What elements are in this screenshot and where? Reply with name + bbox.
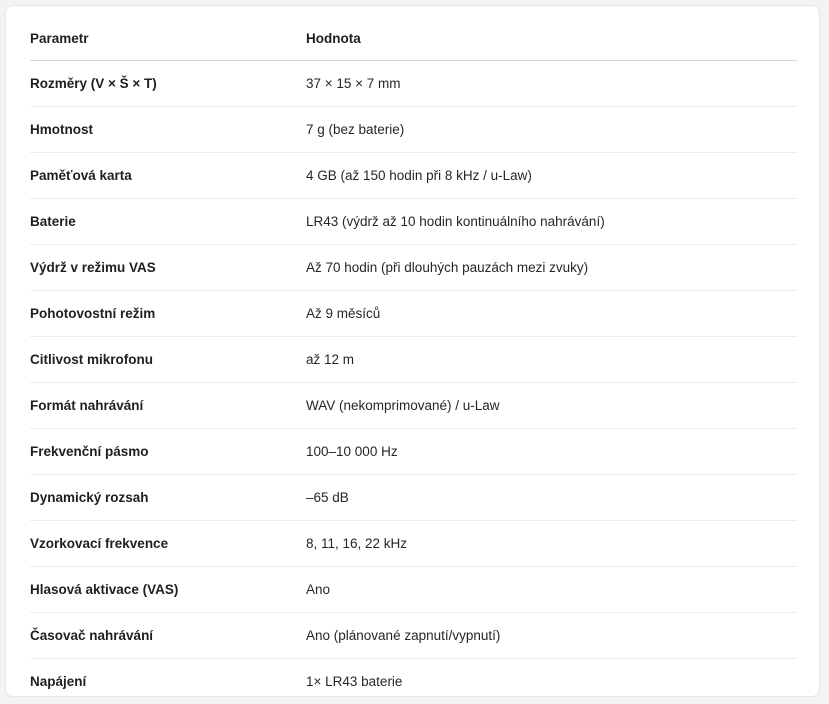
header-parametr: Parametr	[30, 16, 306, 61]
param-cell: Časovač nahrávání	[30, 613, 306, 659]
value-cell: 4 GB (až 150 hodin při 8 kHz / u-Law)	[306, 153, 797, 199]
value-cell: –65 dB	[306, 475, 797, 521]
table-row	[30, 567, 797, 613]
table-row	[30, 613, 797, 659]
table-body	[30, 61, 797, 704]
spec-table	[30, 16, 797, 704]
value-cell: WAV (nekomprimované) / u-Law	[306, 383, 797, 429]
header-hodnota: Hodnota	[306, 16, 797, 61]
param-cell: Formát nahrávání	[30, 383, 306, 429]
param-cell: Baterie	[30, 199, 306, 245]
table-row	[30, 199, 797, 245]
param-cell: Rozměry (V × Š × T)	[30, 61, 306, 107]
param-cell: Pohotovostní režim	[30, 291, 306, 337]
table-row	[30, 153, 797, 199]
header-row	[30, 16, 797, 61]
table-row	[30, 337, 797, 383]
param-cell: Vzorkovací frekvence	[30, 521, 306, 567]
value-cell: 7 g (bez baterie)	[306, 107, 797, 153]
param-cell: Paměťová karta	[30, 153, 306, 199]
param-cell: Hmotnost	[30, 107, 306, 153]
param-cell: Dynamický rozsah	[30, 475, 306, 521]
value-cell: až 12 m	[306, 337, 797, 383]
table-row	[30, 245, 797, 291]
value-cell: 1× LR43 baterie	[306, 674, 403, 689]
param-cell: Hlasová aktivace (VAS)	[30, 567, 306, 613]
table-row	[30, 291, 797, 337]
table-row	[30, 383, 797, 429]
value-cell: Ano (plánované zapnutí/vypnutí)	[306, 613, 797, 659]
table-row	[30, 61, 797, 107]
param-cell: Výdrž v režimu VAS	[30, 245, 306, 291]
value-cell: Až 70 hodin (při dlouhých pauzách mezi zvuky)	[306, 245, 797, 291]
table-row	[30, 521, 797, 567]
table-header	[30, 16, 797, 61]
table-row	[30, 475, 797, 521]
spec-card	[5, 5, 820, 697]
param-cell: Napájení	[30, 674, 87, 689]
value-cell: Ano	[306, 567, 797, 613]
table-row	[30, 429, 797, 475]
value-cell: LR43 (výdrž až 10 hodin kontinuálního nahrávání)	[306, 199, 797, 245]
value-cell: 37 × 15 × 7 mm	[306, 61, 797, 107]
value-cell: Až 9 měsíců	[306, 291, 797, 337]
value-cell: 8, 11, 16, 22 kHz	[306, 521, 797, 567]
param-cell: Citlivost mikrofonu	[30, 337, 306, 383]
value-cell: 100–10 000 Hz	[306, 429, 797, 475]
param-cell: Frekvenční pásmo	[30, 429, 306, 475]
table-row	[30, 107, 797, 153]
table-row	[30, 659, 797, 704]
